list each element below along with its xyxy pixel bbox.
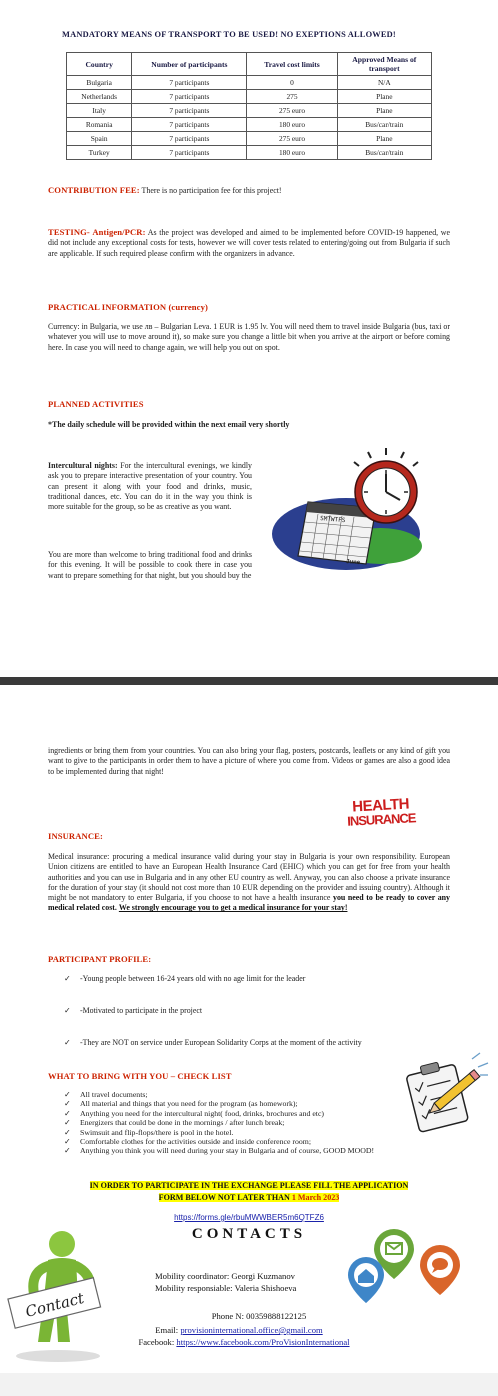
insurance-paragraph bbox=[48, 852, 450, 914]
table-cell: 275 euro bbox=[247, 104, 337, 118]
insurance-text: Medical insurance: procuring a medical insurance valid during your stay in Bulgaria is your own responsibility. European Union citizens are entitled to have an European Health Insurance Card (EHIC) which you can get for free from your health authorities and you can use in Bulgaria and in any other EU country as well. Anyway, you can also choose a private insurance for the duration of your stay (it should not cost more than 10 EUR depending on the provider and issuing country). Although it might be not mandatory to enter Bulgaria, if you choose to not have a health insurance bbox=[48, 852, 450, 903]
testing-paragraph bbox=[48, 227, 450, 259]
check-icon: ✓ bbox=[64, 1137, 71, 1147]
table-cell: Italy bbox=[67, 104, 132, 118]
application-line2: FORM BELOW NOT LATER THAN bbox=[158, 1193, 292, 1202]
figure-head bbox=[49, 1231, 75, 1257]
planned-heading: PLANNED ACTIVITIES bbox=[48, 399, 144, 409]
table-cell: 7 participants bbox=[132, 104, 247, 118]
table-row bbox=[67, 118, 432, 132]
coordinators-block bbox=[155, 1270, 296, 1294]
testing-text: As the project was developed and aimed to be implemented before COVID-19 happened, we did not include any exceptional costs for tests, however we will cover tests related to entering/going out from Bulgaria if such are applicable. If such required please confirm with the organizers in advance. bbox=[48, 228, 450, 258]
profile-list bbox=[64, 974, 454, 1050]
email-link[interactable]: provisioninternational.office@gmail.com bbox=[180, 1325, 323, 1335]
practical-heading: PRACTICAL INFORMATION (currency) bbox=[48, 302, 208, 312]
table-cell: 7 participants bbox=[132, 132, 247, 146]
chat-pin-icon bbox=[420, 1245, 460, 1295]
table-row bbox=[67, 90, 432, 104]
header-means: Approved Means of transport bbox=[337, 53, 431, 76]
testing-label: TESTING- Antigen/PCR: bbox=[48, 227, 146, 237]
checklist-item: ✓ All material and things that you need for the program (as homework); bbox=[64, 1099, 298, 1109]
coordinator-line: Mobility coordinator: Georgi Kuzmanov bbox=[155, 1271, 295, 1281]
table-cell: Spain bbox=[67, 132, 132, 146]
check-icon: ✓ bbox=[64, 1108, 71, 1118]
checklist-item: ✓ Anything you think you will need during your stay in Bulgaria and of course, GOOD MOOD! bbox=[64, 1146, 375, 1156]
table-cell: Romania bbox=[67, 118, 132, 132]
table-cell: 7 participants bbox=[132, 90, 247, 104]
checklist-item: ✓ All travel documents; bbox=[64, 1090, 148, 1099]
contribution-paragraph bbox=[48, 185, 450, 196]
header-country: Country bbox=[67, 53, 132, 76]
home-pin-icon bbox=[348, 1257, 384, 1303]
header-cost-limits: Travel cost limits bbox=[247, 53, 337, 76]
application-line1: IN ORDER TO PARTICIPATE IN THE EXCHANGE PLEASE FILL THE APPLICATION bbox=[89, 1181, 409, 1190]
table-row bbox=[67, 132, 432, 146]
calendar-days: SMTWTFS bbox=[319, 515, 346, 525]
contribution-text: There is no participation fee for this project! bbox=[139, 186, 282, 195]
table-cell: 180 euro bbox=[247, 146, 337, 160]
table-row bbox=[67, 146, 432, 160]
intercultural-food-text: You are more than welcome to bring traditional food and drinks for this evening. It will be possible to cook there in case you want to prepare something for that night, but you should buy the bbox=[48, 550, 252, 580]
health-logo-line1: HEALTH bbox=[351, 795, 410, 816]
table-cell: 180 euro bbox=[247, 118, 337, 132]
intercultural-label: Intercultural nights: bbox=[48, 461, 118, 470]
table-row bbox=[67, 76, 432, 90]
clock-icon bbox=[354, 448, 418, 523]
facebook-line: Facebook: https://www.facebook.com/ProVisionInternational bbox=[138, 1337, 350, 1347]
check-icon: ✓ bbox=[64, 1118, 71, 1128]
transport-title: MANDATORY MEANS OF TRANSPORT TO BE USED! NO EXEPTIONS ALLOWED! bbox=[62, 30, 396, 39]
checklist-heading: WHAT TO BRING WITH YOU – CHECK LIST bbox=[48, 1071, 232, 1081]
table-cell: 7 participants bbox=[132, 76, 247, 90]
table-header-row bbox=[67, 53, 432, 76]
schedule-note: *The daily schedule will be provided within the next email very shortly bbox=[48, 420, 290, 429]
check-icon: ✓ bbox=[64, 1127, 71, 1137]
email-line: Email: provisioninternational.office@gmail.com bbox=[155, 1325, 323, 1335]
header-participants: Number of participants bbox=[132, 53, 247, 76]
intercultural-paragraph bbox=[48, 461, 252, 512]
page-bottom-shadow bbox=[0, 1373, 498, 1396]
check-icon: ✓ bbox=[64, 1038, 71, 1047]
table-cell: 275 bbox=[247, 90, 337, 104]
document-page-1 bbox=[0, 0, 498, 677]
application-notice bbox=[0, 1180, 498, 1204]
check-icon: ✓ bbox=[64, 1006, 71, 1015]
table-cell: Plane bbox=[337, 104, 431, 118]
health-insurance-logo bbox=[331, 796, 430, 828]
application-form-link[interactable]: https://forms.gle/rbuMWWBER5m6QTFZ6 bbox=[174, 1213, 324, 1222]
table-cell: Plane bbox=[337, 132, 431, 146]
table-cell: 7 participants bbox=[132, 118, 247, 132]
checklist bbox=[64, 1090, 444, 1156]
profile-item: ✓ -Young people between 16-24 years old with no age limit for the leader bbox=[64, 974, 306, 983]
transport-table bbox=[66, 52, 432, 160]
document-page-2 bbox=[0, 685, 498, 1396]
table-cell: 0 bbox=[247, 76, 337, 90]
health-logo-line2: INSURANCE bbox=[346, 810, 416, 829]
table-cell: Bus/car/train bbox=[337, 146, 431, 160]
check-icon: ✓ bbox=[64, 1146, 71, 1156]
intercultural-text: For the intercultural evenings, we kindly ask you to prepare interactive presentation of your country. You can present it along with your food and drinks, music, traditional dances, etc. You can do it in the way you think is more suitable for the group, so be as creative as you want. bbox=[48, 461, 252, 512]
clipboard-pencil-illustration bbox=[398, 1051, 490, 1135]
practical-text: Currency: in Bulgaria, we use лв – Bulgarian Leva. 1 EUR is 1.95 lv. You will need them to travel inside Bulgaria (bus, taxi or whatever you will use to move around it), so make sure you change a little bit when you arrive at the airport or before coming here. In case you will need to change again, we will help you out on spot. bbox=[48, 322, 450, 352]
check-icon: ✓ bbox=[64, 1090, 71, 1099]
table-cell: Turkey bbox=[67, 146, 132, 160]
checklist-item: ✓ Anything you need for the intercultural night( food, drinks, brochures and etc) bbox=[64, 1108, 325, 1118]
insurance-bold: you need to be ready to cover any medical related cost. bbox=[48, 893, 450, 913]
checklist-item: ✓ Energizers that could be done in the mornings / after lunch break; bbox=[64, 1118, 285, 1128]
insurance-encourage: We strongly encourage you to get a medical insurance for your stay! bbox=[118, 903, 348, 913]
checklist-item: ✓ Comfortable clothes for the activities outside and inside conference room; bbox=[64, 1137, 312, 1147]
check-icon: ✓ bbox=[64, 974, 71, 983]
calendar-month: June bbox=[345, 559, 361, 567]
checklist-item: ✓ Swimsuit and flip-flops/there is pool in the hotel. bbox=[64, 1127, 234, 1137]
facebook-link[interactable]: https://www.facebook.com/ProVisionInternational bbox=[176, 1337, 350, 1347]
page-separator bbox=[0, 677, 498, 685]
insurance-heading: INSURANCE: bbox=[48, 831, 103, 841]
calendar-clock-illustration bbox=[268, 448, 448, 578]
table-cell: Bulgaria bbox=[67, 76, 132, 90]
check-icon: ✓ bbox=[64, 1099, 71, 1109]
table-cell: Bus/car/train bbox=[337, 118, 431, 132]
table-cell: Netherlands bbox=[67, 90, 132, 104]
contact-sign-text: Contact bbox=[23, 1288, 86, 1321]
table-cell: Plane bbox=[337, 90, 431, 104]
continuation-text: ingredients or bring them from your countries. You can also bring your flag, posters, postcards, leaflets or any kind of gift you want to give to the participants in order them to have a picture of where you come from. Videos or games are also a good idea to be implemented during that night! bbox=[48, 746, 450, 776]
responsible-line: Mobility responsiable: Valeria Shishoeva bbox=[155, 1283, 297, 1293]
contact-details bbox=[0, 1310, 498, 1348]
phone-line: Phone N: 00359888122125 bbox=[211, 1311, 307, 1321]
contact-pins-illustration bbox=[342, 1229, 468, 1321]
table-row bbox=[67, 104, 432, 118]
profile-item: ✓ -They are NOT on service under European Solidarity Corps at the moment of the activity bbox=[64, 1038, 362, 1047]
table-cell: N/A bbox=[337, 76, 431, 90]
contribution-label: CONTRIBUTION FEE: bbox=[48, 185, 140, 195]
contacts-heading: CONTACTS bbox=[191, 1226, 307, 1242]
table-cell: 275 euro bbox=[247, 132, 337, 146]
table-cell: 7 participants bbox=[132, 146, 247, 160]
application-deadline: 1 March 2023 bbox=[291, 1193, 340, 1202]
profile-item: ✓ -Motivated to participate in the project bbox=[64, 1006, 203, 1015]
profile-heading: PARTICIPANT PROFILE: bbox=[48, 954, 152, 964]
